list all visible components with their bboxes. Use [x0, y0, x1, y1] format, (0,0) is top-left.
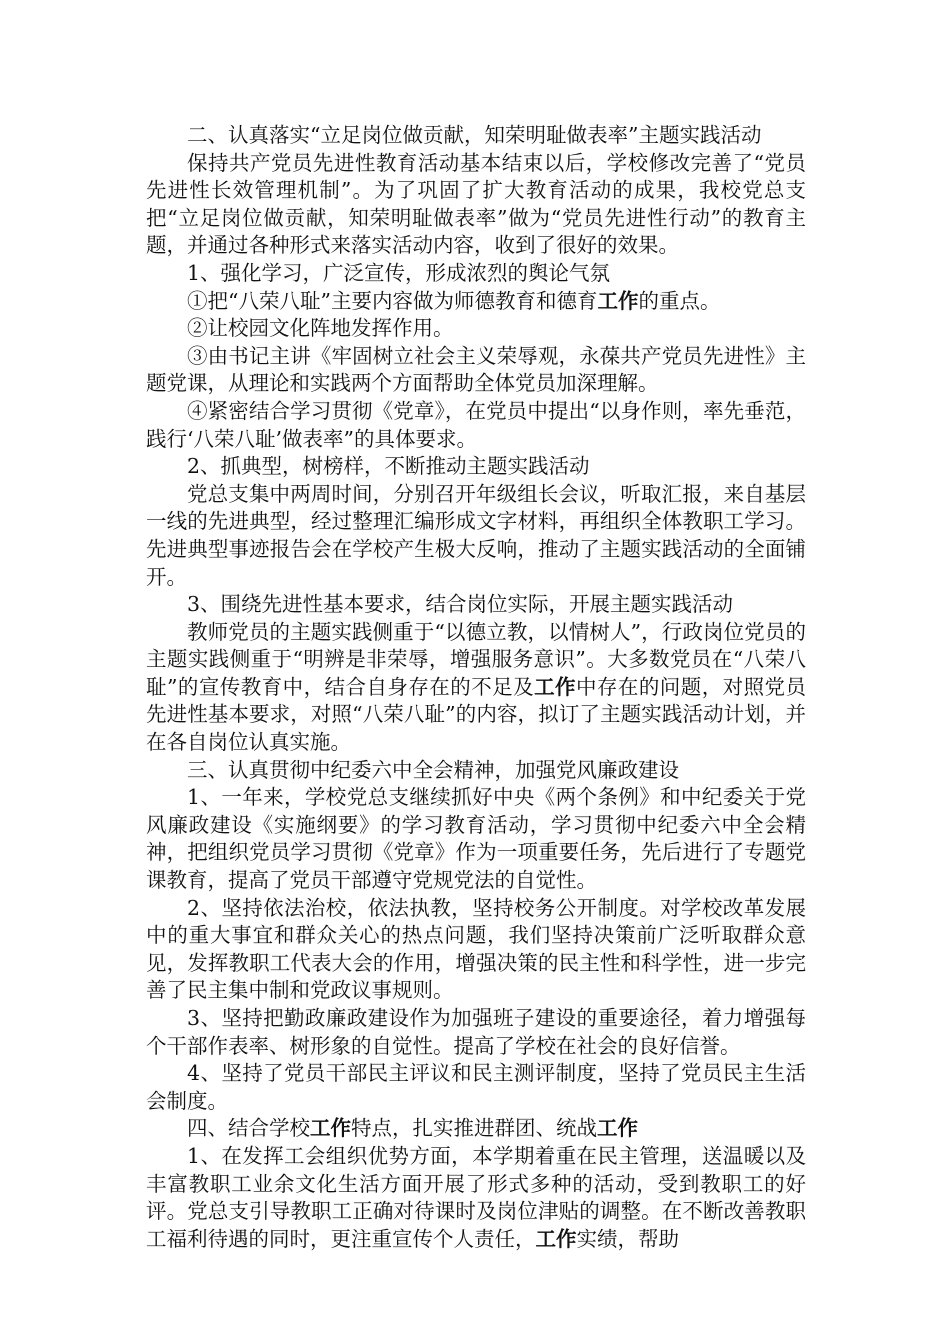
text-run: ①把“八荣八耻”主要内容做为师德教育和德育	[187, 288, 598, 313]
text-run: 3、坚持把勤政廉政建设作为加强班子建设的重要途径，着力增强每个干部作表率、树形象的自觉性。提高了学校在社会的良好信誉。	[146, 1006, 806, 1058]
text-run: 四、结合学校	[187, 1116, 310, 1141]
text-run: 特点，扎实推进群团、统战	[351, 1116, 597, 1141]
paragraph	[146, 481, 806, 591]
paragraph	[146, 122, 806, 150]
text-run: ③由书记主讲《牢固树立社会主义荣辱观，永葆共产党员先进性》主题党课，从理论和实践两个方面帮助全体党员加深理解。	[146, 343, 806, 396]
text-run: 1、强化学习，广泛宣传，形成浓烈的舆论气氛	[187, 260, 611, 285]
text-run: 3、围绕先进性基本要求，结合岗位实际，开展主题实践活动	[187, 592, 734, 617]
paragraph	[146, 1060, 806, 1115]
text-run: 实绩，帮助	[576, 1226, 679, 1251]
paragraph	[146, 398, 806, 453]
paragraph	[146, 784, 806, 894]
text-run: 1、一年来，学校党总支继续抓好中央《两个条例》和中纪委关于党风廉政建设《实施纲要》的学习教育活动，学习贯彻中纪委六中全会精神，把组织党员学习贯彻《党章》作为一项重要任务，先后进行了专题党课教育，提高了党员干部遵守党规党法的自觉性。	[146, 785, 806, 893]
text-run: 三、认真贯彻中纪委六中全会精神，加强党风廉政建设	[187, 757, 679, 782]
bold-text: 工作	[597, 1116, 638, 1141]
text-run: 的重点。	[638, 288, 721, 313]
paragraph	[146, 288, 806, 316]
paragraph	[146, 895, 806, 1005]
document-body	[146, 122, 806, 1253]
bold-text: 工作	[310, 1116, 351, 1141]
paragraph	[146, 1115, 806, 1143]
paragraph	[146, 315, 806, 343]
text-run: 保持共产党员先进性教育活动基本结束以后，学校修改完善了“党员先进性长效管理机制”。为了巩固了扩大教育活动的成果，我校党总支把“立足岗位做贡献，知荣明耻做表率”做为“党员先进性行动”的教育主题，并通过各种形式来落实活动内容，收到了很好的效果。	[146, 150, 806, 258]
paragraph	[146, 260, 806, 288]
paragraph	[146, 619, 806, 757]
bold-text: 工作	[534, 674, 576, 699]
paragraph	[146, 150, 806, 260]
bold-text: 工作	[597, 288, 639, 313]
bold-text: 工作	[535, 1226, 577, 1251]
text-run: 2、抓典型，树榜样，不断推动主题实践活动	[187, 454, 590, 479]
text-run: 党总支集中两周时间，分别召开年级组长会议，听取汇报，来自基层一线的先进典型，经过整理汇编形成文字材料，再组织全体教职工学习。先进典型事迹报告会在学校产生极大反响，推动了主题实践活动的全面铺开。	[146, 481, 806, 589]
text-run: ②让校园文化阵地发挥作用。	[187, 316, 454, 341]
text-run: ④紧密结合学习贯彻《党章》，在党员中提出“以身作则，率先垂范，践行‘八荣八耻’做表率”的具体要求。	[146, 398, 806, 451]
text-run: 2、坚持依法治校，依法执教，坚持校务公开制度。对学校改革发展中的重大事宜和群众关心的热点问题，我们坚持决策前广泛听取群众意见，发挥教职工代表大会的作用，增强决策的民主性和科学性，进一步完善了民主集中制和党政议事规则。	[146, 895, 806, 1003]
paragraph	[146, 453, 806, 481]
paragraph	[146, 591, 806, 619]
paragraph	[146, 1005, 806, 1060]
text-run: 教师党员的主题实践侧重于“以德立教，以情树人”，行政岗位党员的主题实践侧重于“明辨是非荣辱，增强服务意识”。大多数党员在“八荣八耻”的宣传教育中，结合自身存在的不足及	[146, 619, 806, 699]
text-run: 4、坚持了党员干部民主评议和民主测评制度，坚持了党员民主生活会制度。	[146, 1061, 806, 1113]
paragraph	[146, 1143, 806, 1253]
text-run: 中存在的问题，对照党员先进性基本要求，对照“八荣八耻”的内容，拟订了主题实践活动计划，并在各自岗位认真实施。	[146, 674, 807, 755]
text-run: 1、在发挥工会组织优势方面，本学期着重在民主管理，送温暖以及丰富教职工业余文化生活方面开展了形式多种的活动，受到教职工的好评。党总支引导教职工正确对待课时及岗位津贴的调整。在不断改善教职工福利待遇的同时，更注重宣传个人责任，	[146, 1143, 806, 1251]
paragraph	[146, 757, 806, 785]
paragraph	[146, 343, 806, 398]
text-run: 二、认真落实“立足岗位做贡献，知荣明耻做表率”主题实践活动	[187, 123, 762, 147]
